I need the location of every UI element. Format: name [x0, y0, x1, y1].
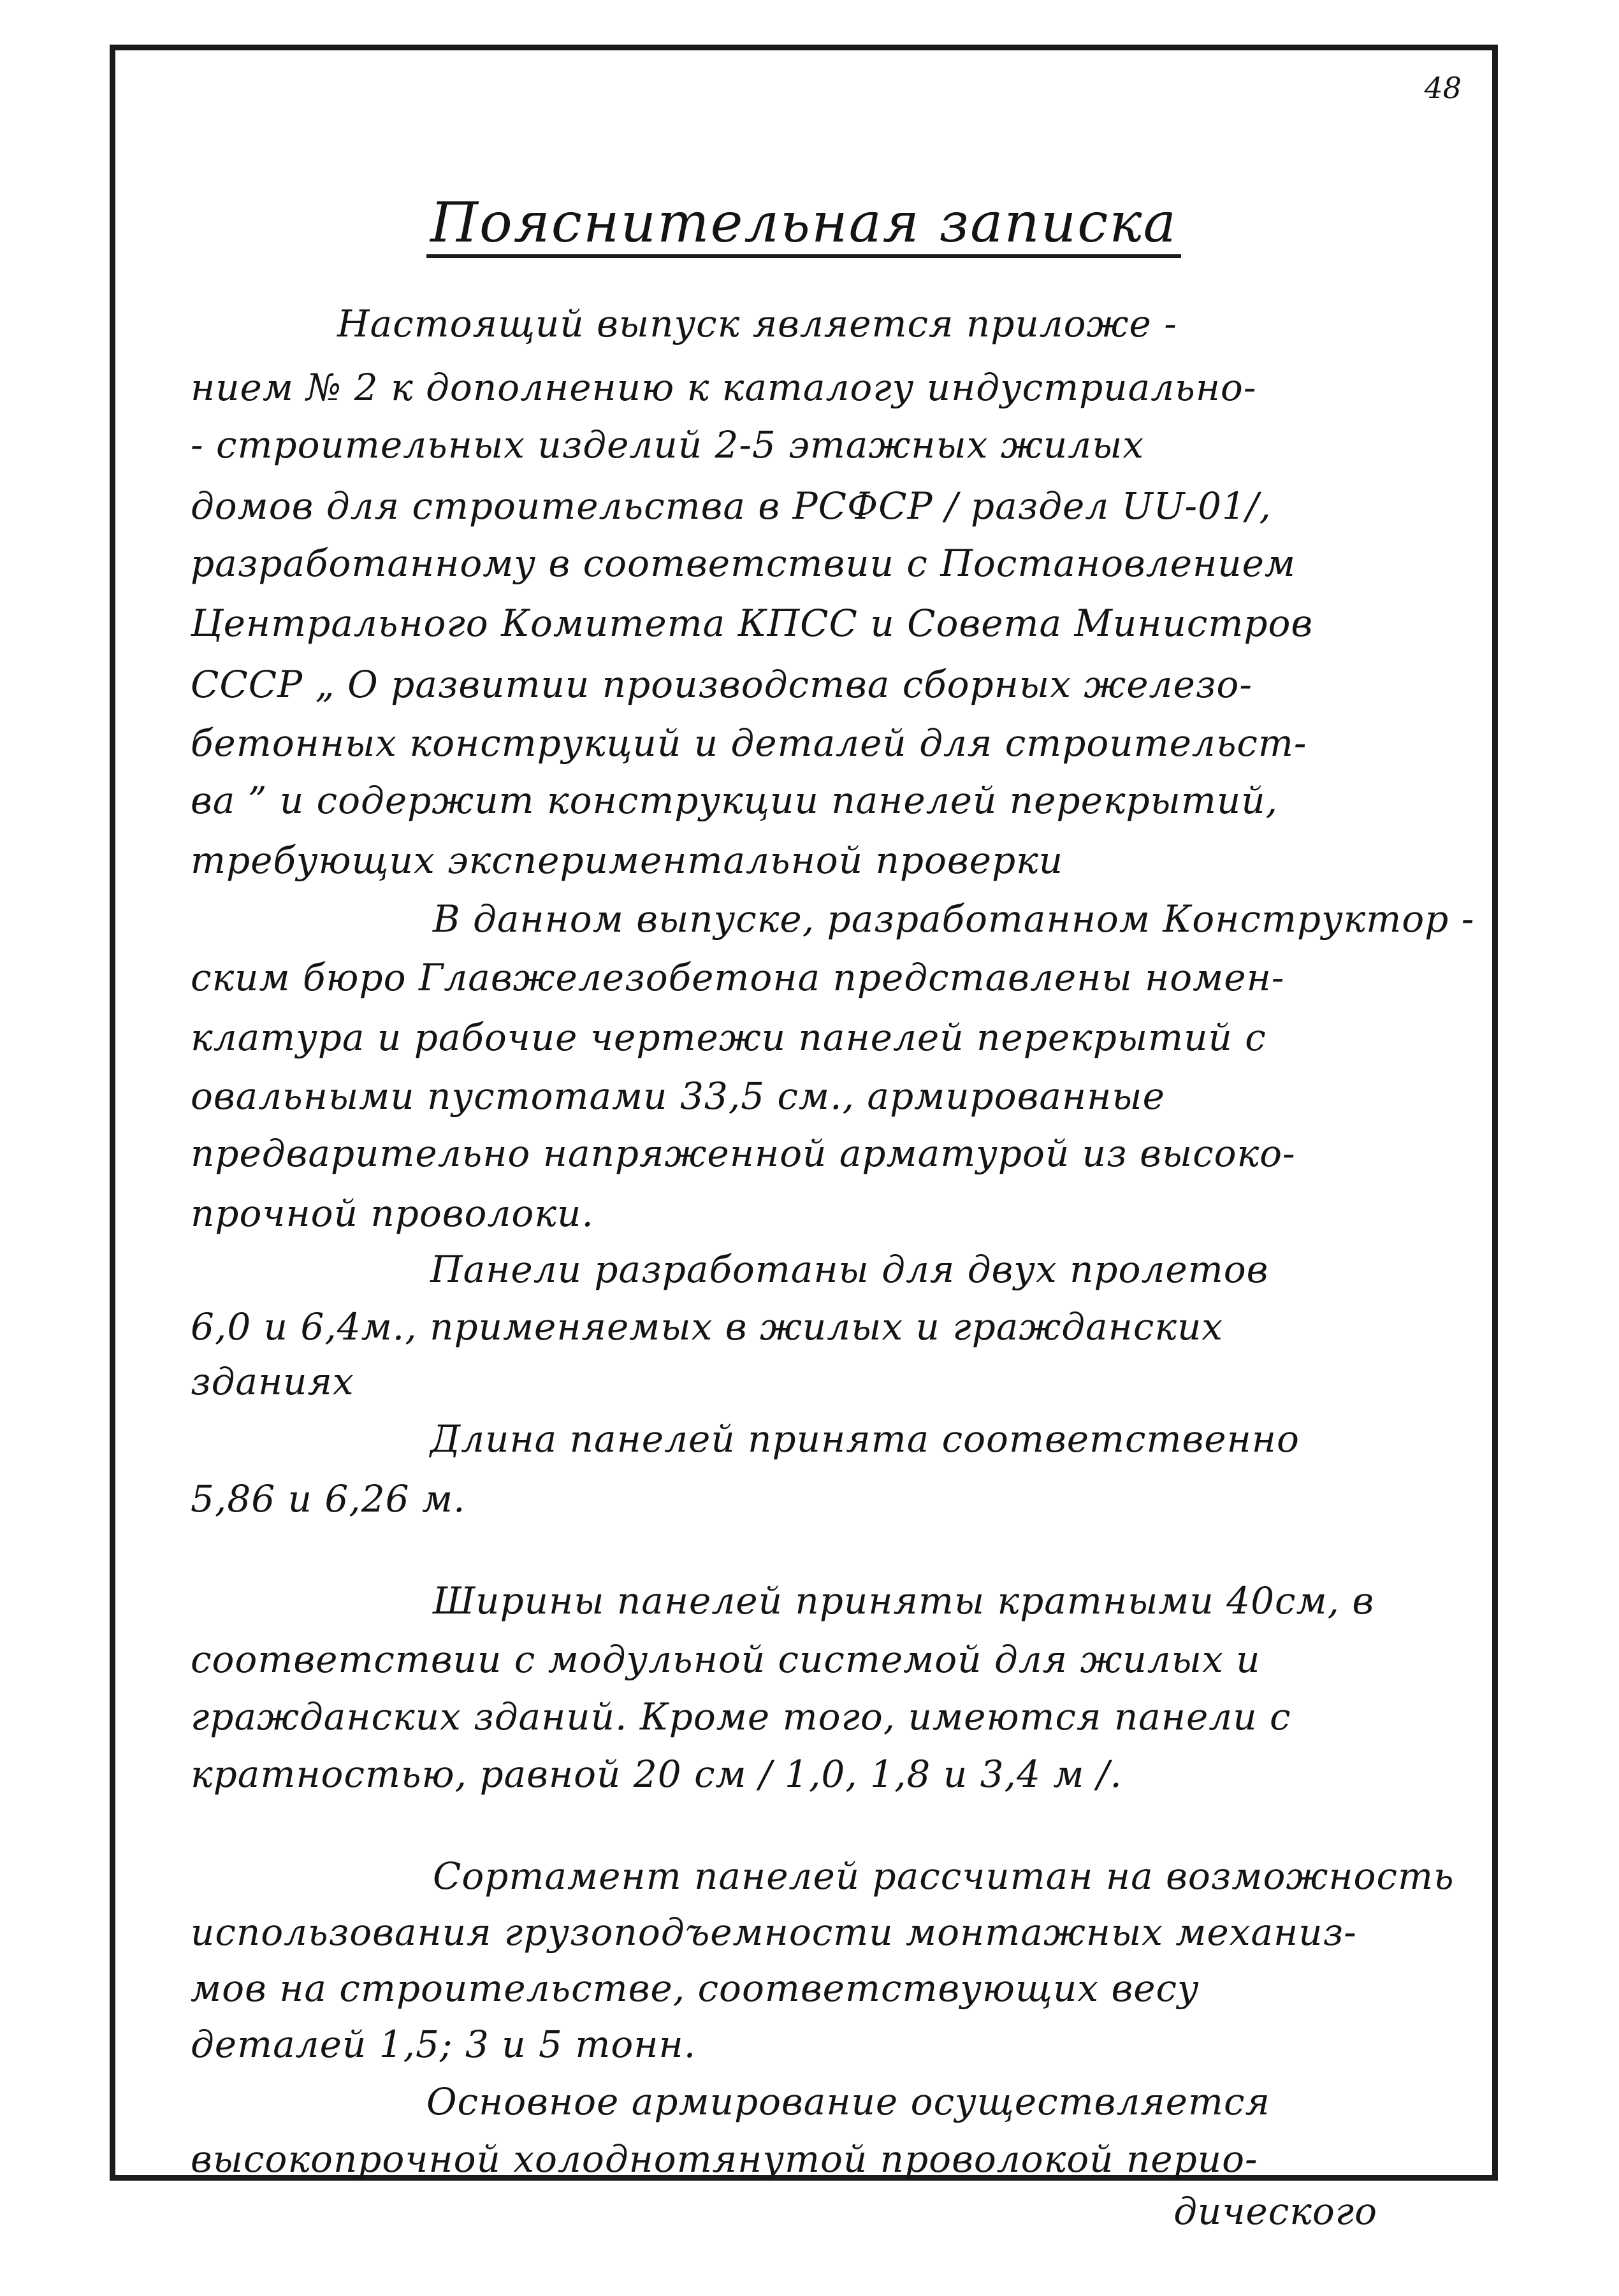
text-line: нием № 2 к дополнению к каталогу индустриально- — [191, 366, 1257, 409]
text-line: овальными пустотами 33,5 см., армированные — [191, 1074, 1165, 1118]
text-line: мов на строительстве, соответствующих весу — [191, 1967, 1200, 2010]
document-title-text: Пояснительная записка — [426, 196, 1181, 258]
text-line: В данном выпуске, разработанном Конструктор - — [433, 897, 1475, 941]
document-title — [115, 191, 1492, 258]
text-line: требующих экспериментальной проверки — [191, 839, 1064, 882]
text-line: Панели разработаны для двух пролетов — [430, 1248, 1269, 1291]
text-line: использования грузоподъемности монтажных механиз- — [191, 1910, 1357, 1954]
text-line: высокопрочной холоднотянутой проволокой перио- — [191, 2137, 1258, 2181]
text-line: кратностью, равной 20 см / 1,0, 1,8 и 3,4 м /. — [191, 1752, 1122, 1796]
text-line: ва ” и содержит конструкции панелей перекрытий, — [191, 779, 1279, 822]
text-line: клатура и рабочие чертежи панелей перекрытий с — [191, 1016, 1267, 1059]
text-line: Основное армирование осуществляется — [426, 2080, 1270, 2123]
text-line: соответствии с модульной системой для жилых и — [191, 1638, 1261, 1681]
text-line: зданиях — [191, 1360, 354, 1403]
text-line: прочной проволоки. — [191, 1192, 594, 1235]
text-line: СССР „ О развитии производства сборных железо- — [191, 663, 1252, 706]
text-line: ским бюро Главжелезобетона представлены номен- — [191, 956, 1285, 999]
text-line: Ширины панелей приняты кратными 40см, в — [433, 1579, 1375, 1622]
text-line: Длина панелей принята соответственно — [430, 1417, 1300, 1461]
text-line: деталей 1,5; 3 и 5 тонн. — [191, 2023, 697, 2066]
text-line: Настоящий выпуск является приложе - — [337, 302, 1177, 345]
text-line: - строительных изделий 2-5 этажных жилых — [191, 423, 1145, 466]
text-line: Сортамент панелей рассчитан на возможность — [433, 1854, 1455, 1898]
document-sheet — [110, 45, 1498, 2233]
text-line: бетонных конструкций и деталей для строительст- — [191, 721, 1307, 765]
text-line: 5,86 и 6,26 м. — [191, 1477, 466, 1520]
text-line: предварительно напряженной арматурой из высоко- — [191, 1132, 1296, 1175]
text-line: дического — [1173, 2190, 1377, 2233]
text-line: Центрального Комитета КПСС и Совета Министров — [191, 602, 1314, 645]
text-line: гражданских зданий. Кроме того, имеются панели с — [191, 1695, 1291, 1738]
page-number: 48 — [1424, 71, 1462, 105]
text-line: разработанному в соответствии с Постановлением — [191, 542, 1296, 585]
text-line: домов для строительства в РСФСР / раздел UU-01/, — [191, 484, 1272, 528]
text-line: 6,0 и 6,4м., применяемых в жилых и гражданских — [191, 1305, 1224, 1348]
